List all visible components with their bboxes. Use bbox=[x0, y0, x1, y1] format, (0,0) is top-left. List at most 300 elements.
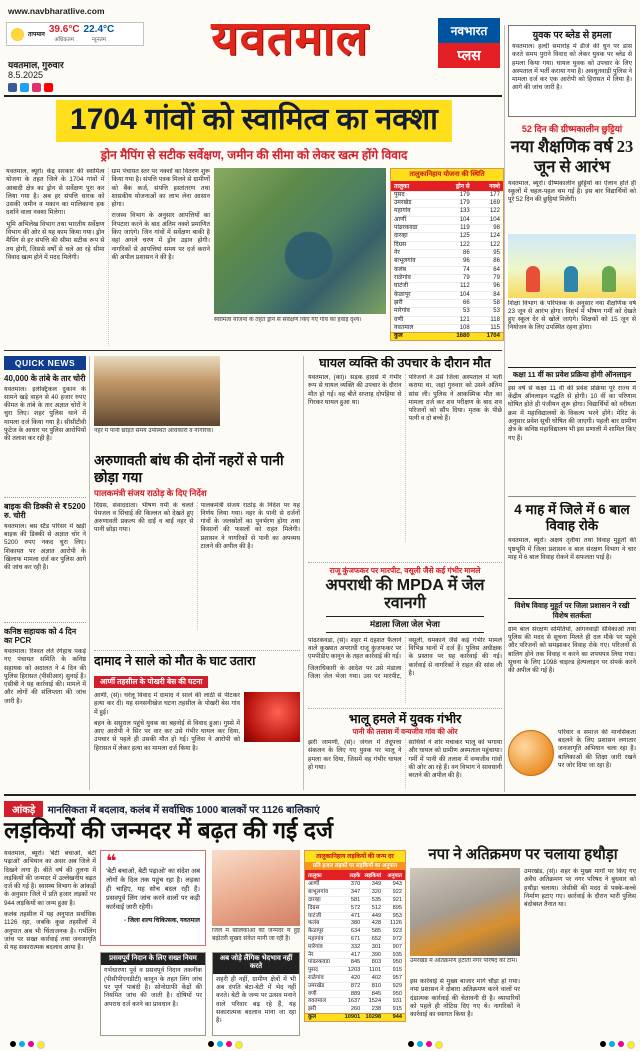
demolition-photo bbox=[410, 868, 520, 956]
mpda-subbox: मंडाला जिला जेल भेजा bbox=[326, 616, 484, 633]
cell-taluka: झरी bbox=[394, 299, 403, 306]
table-row bbox=[391, 191, 503, 199]
table-row bbox=[305, 974, 405, 982]
school-headline: नया शैक्षणिक वर्ष 23 जून से आरंभ bbox=[510, 137, 634, 176]
mpda-paragraph: पांढरकवडा, (सं)। शहर में दहशत फैलाने वाले कुख्यात अपराधी राजू कुंजफकर पर एमपीडीए कानून के तहत कार्रवाई की गई। bbox=[308, 636, 402, 661]
yellow-dot bbox=[627, 1041, 635, 1049]
magenta-dot bbox=[426, 1041, 432, 1047]
stats-kicker: मानसिकता में बदलाव, कलंब में सर्वाधिक 1000 बालकों पर 1126 बालिकाएं bbox=[47, 805, 320, 816]
officials-group-photo bbox=[94, 356, 220, 426]
print-registration-marks bbox=[208, 1041, 243, 1049]
cell-taluka: यवतमाल bbox=[394, 324, 414, 331]
mpda-body bbox=[308, 637, 502, 704]
cell-girls: 803 bbox=[371, 959, 382, 966]
cell-boys: 260 bbox=[350, 1006, 361, 1013]
cell-boys: 380 bbox=[350, 920, 361, 927]
story-divider bbox=[508, 496, 636, 497]
no-bias-box-body: शहरी ही नहीं, ग्रामीण क्षेत्रों में भी अब दंपति बेटा-बेटी में भेद नहीं करते। बेटी के जन्म पर उत्सव मनाने वाले परिवार बढ़ रहे हैं, यह सकारात्मक बदलाव माना जा रहा है। bbox=[216, 975, 296, 1025]
cell-taluka: पुसद bbox=[394, 191, 405, 198]
school-subhead: कक्षा 11 वीं का प्रवेश प्रक्रिया होगी ऑनलाइन bbox=[508, 367, 636, 382]
cell-ratio: 915 bbox=[392, 1006, 402, 1013]
cell-boys: 671 bbox=[350, 935, 361, 942]
cell-boys: 417 bbox=[350, 951, 361, 958]
scheme-status-table bbox=[390, 168, 504, 341]
black-dot bbox=[600, 1041, 606, 1047]
table-row bbox=[305, 990, 405, 998]
edition-date: 8.5.2025 bbox=[8, 70, 44, 80]
lead-paragraph: राजस्व विभाग के अनुसार आपत्तियों का निपटारा करने के बाद अंतिम नक्शे प्रमाणित किए जाएंगे। जिन गांवों में सर्वेक्षण बाकी है वहां अगले चरण में ड्रोन उड़ान होगी। नागरिकों से आपत्तियां समय पर दर्ज कराने की अपील प्रशासन ने की है। bbox=[111, 212, 210, 261]
cell-boys: 1637 bbox=[347, 998, 361, 1005]
cell-taluka: केळापूर bbox=[308, 928, 324, 935]
cell-maps: 84 bbox=[493, 291, 500, 298]
cell-ratio: 923 bbox=[392, 928, 402, 935]
item-divider bbox=[4, 497, 86, 498]
cell-boys: 332 bbox=[350, 943, 361, 950]
stats-headline: लड़कियों की जन्मदर में बढ़त की गई दर्ज bbox=[4, 817, 334, 843]
cell-maps: 169 bbox=[489, 200, 500, 207]
group-photo-caption: नहर में पानी छोड़ते समय उपस्थित अधिकारी व नागरिक। bbox=[94, 428, 214, 434]
table-row bbox=[391, 224, 503, 232]
cell-ratio: 895 bbox=[392, 904, 402, 911]
table-row bbox=[391, 274, 503, 282]
school-kids-illustration bbox=[508, 234, 636, 298]
table-row bbox=[391, 232, 503, 240]
quick-news-column bbox=[4, 356, 86, 790]
scheme-table-title: तालुकानिहाय योजना की स्थिति bbox=[391, 169, 503, 181]
kid-figure bbox=[602, 266, 616, 292]
lead-paragraph: ग्राम पंचायत स्तर पर नक्शों का वितरण शुरू किया गया है। संपत्ति पत्रक मिलने से ग्रामीणों को बैंक कर्ज, संपत्ति हस्तांतरण तथा शासकीय योजनाओं का लाभ लेना आसान होगा। bbox=[111, 168, 210, 209]
cell-boys: 634 bbox=[350, 928, 361, 935]
cell-drone: 133 bbox=[459, 208, 470, 215]
cell-taluka: बाभूलगांव bbox=[308, 889, 329, 896]
bhalu-story bbox=[308, 712, 502, 790]
cell-maps: 115 bbox=[490, 324, 500, 331]
bhalu-subhead: पानी की तलाश में वन्यजीव गांव की ओर bbox=[352, 727, 458, 736]
cell-maps: 95 bbox=[493, 250, 500, 256]
quick-item-body: यवतमाल। रिश्वत लेते रंगेहाथ पकड़े गए पंचायत समिति के कनिष्ठ सहायक को अदालत ने 4 दिन की पुलिस हिरासत (पीसीआर) सुनाई है। एसीबी ने यह कार्रवाई की। मामले में और लोगों की संलिप्तता की जांच जारी है। bbox=[4, 647, 86, 705]
story-divider bbox=[308, 562, 502, 563]
rules-box-title: प्रसवपूर्व निदान के लिए सख्त नियम bbox=[101, 953, 205, 965]
stats-body-column bbox=[4, 850, 96, 1034]
cell-ratio: 907 bbox=[392, 943, 402, 950]
cell-girls: 449 bbox=[371, 912, 382, 919]
instagram-icon bbox=[32, 83, 41, 92]
cell-drone: 179 bbox=[459, 200, 470, 207]
story-divider bbox=[308, 708, 502, 709]
bhalu-paragraph: साथियों ने शोर मचाकर भालू को भगाया और घायल को ग्रामीण अस्पताल पहुंचाया। गर्मी में पानी की तलाश में वन्यजीव गांवों की ओर आ रहे हैं। वन विभाग ने सावधानी बरतने की अपील की है। bbox=[408, 739, 502, 780]
cell-ratio: 921 bbox=[392, 896, 402, 903]
table-row bbox=[391, 266, 503, 274]
school-story bbox=[508, 122, 636, 492]
quick-item-title: 40,000 के तांबे के तार चोरी bbox=[4, 374, 86, 383]
table-row bbox=[305, 997, 405, 1005]
kid-figure bbox=[564, 266, 578, 292]
column-header: नक्शे bbox=[489, 183, 500, 190]
bottom-section-rule bbox=[4, 794, 636, 796]
cell-boys: 581 bbox=[350, 896, 361, 903]
napa-body-1: उमरखेड, (सं)। शहर के मुख्य मार्गों पर किए गए अवैध अतिक्रमण पर नगर परिषद ने बुधवार को हथौड़ा चलाया। जेसीबी की मदद से पक्के-कच्चे निर्माण हटाए गए। कार्रवाई के दौरान भारी पुलिस बंदोबस्त तैनात था। bbox=[524, 868, 636, 909]
cell-taluka: कलंब bbox=[308, 920, 320, 927]
right-column-rule bbox=[504, 25, 505, 792]
pull-quote-box bbox=[100, 850, 206, 946]
table-row bbox=[305, 1005, 405, 1013]
cell-taluka: राळेगांव bbox=[308, 975, 324, 982]
cell-taluka: मारेगांव bbox=[394, 308, 410, 315]
facebook-icon bbox=[8, 83, 17, 92]
cell-drone: 121 bbox=[459, 316, 470, 323]
birth-table-rows bbox=[305, 880, 405, 1013]
cell-girls: 512 bbox=[371, 904, 382, 911]
cell-taluka: आर्णी bbox=[308, 881, 320, 888]
cell-taluka: घाटंजी bbox=[394, 283, 409, 290]
cell-boys: 845 bbox=[350, 959, 361, 966]
cell-taluka: आर्णी bbox=[394, 216, 407, 223]
cell-taluka: बाभूलगांव bbox=[394, 258, 416, 265]
cell-girls: 320 bbox=[371, 889, 382, 896]
table-row bbox=[305, 935, 405, 943]
cell-drone: 108 bbox=[459, 324, 470, 331]
temp-min: 22.4°C bbox=[83, 24, 115, 35]
cyan-dot bbox=[19, 1041, 25, 1047]
bhalu-paragraph: झरी जामणी, (सं)। जंगल में तेंदूपत्ता संकलन के लिए गए युवक पर भालू ने हमला कर दिया, जिसमें वह गंभीर घायल हो गया। bbox=[308, 739, 402, 771]
magenta-dot bbox=[226, 1041, 232, 1047]
cell-girls: 1524 bbox=[368, 998, 382, 1005]
lead-photo-caption: स्वामित्व योजना के तहत ड्रोन से सर्वेक्षण किए गए गांव का हवाई दृश्य। bbox=[214, 317, 362, 323]
no-bias-box-title: अब जोड़े लैंगिक भेदभाव नहीं करते bbox=[213, 953, 299, 974]
cell-ratio: 972 bbox=[392, 935, 402, 942]
lead-story-header bbox=[8, 100, 500, 163]
table-row bbox=[305, 966, 405, 974]
cell-boys: 872 bbox=[350, 982, 361, 989]
cell-girls: 301 bbox=[371, 943, 382, 950]
cell-girls: 652 bbox=[371, 935, 382, 942]
lead-headline: 1704 गांवों को स्वामित्व का नक्शा bbox=[56, 100, 452, 142]
table-row bbox=[305, 982, 405, 990]
scheme-table-total-row bbox=[391, 332, 503, 340]
table-row bbox=[391, 257, 503, 265]
black-dot bbox=[408, 1041, 414, 1047]
ghayal-headline: घायल व्यक्ति की उपचार के दौरान मौत bbox=[319, 356, 491, 370]
quote-attribution: - जिला शल्य चिकित्सक, यवतमाल bbox=[124, 916, 200, 924]
cell-drone: 104 bbox=[459, 291, 470, 298]
edition-line: यवतमाल, गुरुवार bbox=[8, 60, 64, 70]
cell-taluka: पुसद bbox=[308, 967, 318, 974]
cell-maps: 96 bbox=[493, 283, 500, 290]
cell-taluka: दारव्हा bbox=[308, 896, 321, 903]
total-label: कुल bbox=[308, 1014, 317, 1021]
cell-drone: 66 bbox=[463, 299, 470, 306]
cell-taluka: नेर bbox=[308, 951, 314, 958]
cell-maps: 86 bbox=[493, 258, 500, 265]
cell-taluka: दिग्रस bbox=[308, 904, 320, 911]
cell-maps: 64 bbox=[493, 266, 500, 273]
cell-girls: 428 bbox=[371, 920, 382, 927]
table-row bbox=[391, 316, 503, 324]
table-row bbox=[305, 912, 405, 920]
table-row bbox=[391, 249, 503, 257]
yellow-dot bbox=[235, 1041, 243, 1049]
rules-box bbox=[100, 952, 206, 1036]
column-header: तालुका bbox=[308, 873, 322, 880]
item-divider bbox=[4, 622, 86, 623]
school-kicker: 52 दिन की ग्रीष्मकालीन छुट्टियां bbox=[521, 124, 623, 134]
cell-girls: 585 bbox=[371, 928, 382, 935]
table-row bbox=[305, 880, 405, 888]
cell-girls: 535 bbox=[371, 896, 382, 903]
blade-attack-box bbox=[508, 25, 636, 117]
cell-boys: 420 bbox=[350, 975, 361, 982]
aruna-story bbox=[94, 452, 300, 648]
total-maps: 1704 bbox=[486, 333, 500, 340]
balvivah-body-2: ग्राम बाल संरक्षण समितियों, आंगनवाड़ी सेविकाओं तथा पुलिस की मदद से सूचना मिलते ही दल मौके पर पहुंचे और परिजनों को समझाकर विवाह रोके गए। परिजनों से बालिग होने तक विवाह न करने का शपथपत्र लिया गया। सूचना के लिए 1098 चाइल्ड हेल्पलाइन पर संपर्क करने की अपील की गई है। bbox=[508, 625, 636, 675]
blade-body: यवतमाल। हल्दी समारोह में डीजे की धुन पर डांस करते समय पुराने विवाद को लेकर युवक पर ब्लेड से हमला किया गया। घायल युवक को उपचार के लिए अस्पताल में भर्ती कराया गया है। अवधूतवाड़ी पुलिस ने मामला दर्ज कर एक आरोपी को हिरासत में लिया है। आगे की जांच जारी है। bbox=[512, 43, 632, 92]
column-header: लड़के bbox=[349, 873, 361, 880]
cell-ratio: 915 bbox=[392, 967, 402, 974]
print-registration-marks bbox=[600, 1041, 635, 1049]
cell-boys: 370 bbox=[350, 881, 361, 888]
no-bias-box bbox=[212, 952, 300, 1036]
cell-boys: 1203 bbox=[347, 967, 361, 974]
cell-taluka: राळेगांव bbox=[394, 274, 411, 281]
twitter-icon bbox=[20, 83, 29, 92]
brand-top: नवभारत bbox=[438, 18, 500, 43]
birth-rate-table bbox=[304, 850, 406, 1022]
aruna-headline: अरुणावती बांध की दोनों नहरों से पानी छोड़ा गया bbox=[94, 452, 284, 485]
ghayal-paragraph: यवतमाल, (का)। सड़क हादसे में गंभीर रूप से घायल व्यक्ति की उपचार के दौरान मौत हो गई। वह बीते सप्ताह दोपहिया से गिरकर घायल हुआ था। bbox=[308, 374, 402, 406]
magenta-dot bbox=[618, 1041, 624, 1047]
birth-table-total-row bbox=[305, 1013, 405, 1021]
cell-girls: 238 bbox=[371, 1006, 382, 1013]
balvivah-headline: 4 माह में जिले में 6 बाल विवाह रोके bbox=[514, 502, 630, 534]
napa-story bbox=[410, 846, 636, 863]
lead-subhead: ड्रोन मैपिंग से सटीक सर्वेक्षण, जमीन की सीमा को लेकर खत्म होंगे विवाद bbox=[100, 147, 408, 162]
cell-maps: 122 bbox=[489, 208, 500, 215]
table-row bbox=[391, 216, 503, 224]
table-row bbox=[305, 896, 405, 904]
damad-story bbox=[94, 654, 300, 790]
black-dot bbox=[208, 1041, 214, 1047]
cell-ratio: 1126 bbox=[389, 920, 402, 927]
print-registration-marks bbox=[408, 1041, 443, 1049]
cell-girls: 845 bbox=[371, 990, 382, 997]
balvivah-story bbox=[508, 502, 636, 790]
cell-drone: 53 bbox=[463, 308, 470, 315]
table-row bbox=[305, 927, 405, 935]
cell-maps: 53 bbox=[493, 308, 500, 315]
column-header: लड़कियां bbox=[364, 873, 382, 880]
balvivah-body-3: परिवार व समाज की मानसिकता बदलने के लिए प्रशासन लगातार जनजागृति अभियान चला रहा है। बालिकाओं की शिक्षा जारी रखने पर जोर दिया जा रहा है। bbox=[558, 728, 636, 770]
cell-taluka: यवतमाल bbox=[308, 998, 327, 1005]
stats-kicker-bar bbox=[4, 800, 504, 818]
temp-min-label: न्यूनतम bbox=[91, 37, 107, 43]
girl-circular-photo bbox=[508, 730, 554, 776]
school-body-2: शिक्षा विभाग के परिपत्रक के अनुसार नया शैक्षणिक वर्ष 23 जून से आरंभ होगा। विदर्भ में भीषण गर्मी को देखते हुए स्कूल देर से खोले जाएंगे। शिक्षकों को 15 जून से नियोजन के लिए उपस्थित रहना होगा। bbox=[508, 299, 636, 332]
column-rule bbox=[89, 356, 90, 790]
damad-subhead: आर्णी तहसील के पोखरी बेस की घटना bbox=[94, 676, 208, 688]
cell-drone: 112 bbox=[460, 283, 470, 290]
mpda-headline: अपराधी की MPDA में जेल रवानगी bbox=[325, 577, 485, 613]
black-dot bbox=[10, 1041, 16, 1047]
table-row bbox=[305, 904, 405, 912]
cell-taluka: महागांव bbox=[308, 935, 324, 942]
cell-ratio: 929 bbox=[392, 982, 402, 989]
quick-news-bar: QUICK NEWS bbox=[4, 356, 86, 370]
cell-drone: 96 bbox=[463, 258, 470, 265]
bhalu-body bbox=[308, 739, 502, 790]
table-row bbox=[305, 888, 405, 896]
story-divider bbox=[94, 650, 300, 651]
cell-taluka: उमरखेड bbox=[308, 982, 325, 989]
aruna-kicker: पालकमंत्री संजय राठोड़ के दिए निर्देश bbox=[94, 487, 207, 498]
total-girls: 10298 bbox=[365, 1014, 382, 1021]
scheme-table-header bbox=[391, 181, 503, 191]
quick-item-title: कनिष्ठ सहायक को 4 दिन का PCR bbox=[4, 626, 77, 646]
aruna-paragraph: पालकमंत्री संजय राठोड़ के निर्देश पर यह निर्णय लिया गया। नहर के पानी से दर्जनों गांवों के जलस्रोतों का पुनर्भरण होगा तथा किसानों की फसलों को राहत मिलेगी। प्रशासन ने नागरिकों से पानी का अपव्यय टालने की अपील की है। bbox=[200, 501, 300, 551]
column-header: तालुका bbox=[394, 183, 410, 190]
school-body-1: यवतमाल, ब्यूरो। ग्रीष्मकालीन छुट्टियों का ऐलान होते ही स्कूलों में चहल-पहल थम गई है। इस बार विद्यार्थियों को पूरे 52 दिन की छुट्टियां मिलेंगी। bbox=[508, 179, 636, 204]
ghayal-story bbox=[308, 356, 502, 558]
cyan-dot bbox=[417, 1041, 423, 1047]
social-icons bbox=[8, 83, 53, 92]
column-header: अनुपात bbox=[387, 873, 402, 880]
column-header: ड्रोन से bbox=[455, 183, 470, 190]
total-ratio: 944 bbox=[392, 1014, 402, 1021]
cell-girls: 1101 bbox=[369, 967, 382, 974]
cell-taluka: पांढरकवडा bbox=[394, 225, 418, 232]
mpda-story bbox=[308, 566, 502, 704]
damad-headline: दामाद ने साले को मौत के घाट उतारा bbox=[94, 654, 256, 668]
crime-graphic bbox=[244, 692, 300, 742]
magenta-dot bbox=[28, 1041, 34, 1047]
cell-ratio: 950 bbox=[392, 990, 402, 997]
table-row bbox=[391, 291, 503, 299]
cell-maps: 177 bbox=[489, 191, 500, 198]
youtube-icon bbox=[44, 83, 53, 92]
quick-item-title: बाइक की डिक्की से ₹5200 रु. चोरी bbox=[4, 501, 86, 521]
column-rule bbox=[303, 356, 304, 790]
cell-taluka: झरी bbox=[308, 1006, 316, 1013]
mpda-paragraph: जिलाधिकारी के आदेश पर उसे मंडाला जिला जेल भेजा गया। उस पर मारपीट, वसूली, धमकाने जैसे कई गंभीर मामले विभिन्न थानों में दर्ज हैं। पुलिस अधीक्षक के प्रस्ताव पर यह कार्रवाई की गई। कार्रवाई से नागरिकों ने राहत की सांस ली है। bbox=[308, 636, 502, 680]
blade-headline: युवक पर ब्लेड से हमला bbox=[532, 30, 612, 41]
cell-drone: 122 bbox=[459, 241, 470, 248]
cell-boys: 889 bbox=[350, 990, 361, 997]
temp-max-label: अधिकतम bbox=[54, 37, 75, 43]
kid-figure bbox=[526, 266, 540, 292]
table-row bbox=[305, 943, 405, 951]
cyan-dot bbox=[609, 1041, 615, 1047]
birth-table-subtitle: प्रति हजार लड़कों पर लड़कियों का अनुपात bbox=[305, 862, 405, 870]
cell-drone: 74 bbox=[463, 266, 470, 273]
aruna-paragraph: दिग्रस, संवाददाता। भीषण गर्मी के चलते पेयजल व सिंचाई की किल्लत को देखते हुए अरुणावती प्रकल्प की दाईं व बाईं नहर से पानी छोड़ा गया। bbox=[94, 501, 194, 534]
table-row bbox=[305, 919, 405, 927]
table-row bbox=[391, 207, 503, 215]
cell-drone: 86 bbox=[463, 250, 470, 256]
cell-drone: 104 bbox=[459, 216, 470, 223]
school-body-3: इस वर्ष से कक्षा 11 वीं की प्रवेश प्रक्रिया पूरे राज्य में केंद्रीय ऑनलाइन पद्धति से होगी। 10 वीं का परिणाम घोषित होते ही पंजीयन शुरू होगा। विद्यार्थियों को वरीयता क्रम में महाविद्यालयों के विकल्प भरने होंगे। मेरिट के अनुसार प्रवेश सूची घोषित की जाएगी। पहली बार ग्रामीण क्षेत्र के कनिष्ठ महाविद्यालय भी इस प्रणाली में शामिल किए गए हैं। bbox=[508, 384, 636, 442]
print-registration-marks bbox=[10, 1041, 45, 1049]
cell-girls: 390 bbox=[371, 951, 382, 958]
cell-ratio: 943 bbox=[392, 881, 402, 888]
table-row bbox=[305, 951, 405, 959]
cell-maps: 122 bbox=[489, 241, 500, 248]
cell-maps: 118 bbox=[490, 316, 500, 323]
rules-box-body: गर्भधारणा पूर्व व प्रसवपूर्व निदान तकनीक (पीसीपीएनडीटी) कानून के तहत लिंग जांच पर पूर्ण पाबंदी है। सोनोग्राफी केंद्रों की नियमित जांच की जाती है। दोषियों पर अपराध दर्ज करने का प्रावधान है। bbox=[104, 967, 202, 1008]
cell-taluka: नेर bbox=[394, 250, 400, 256]
quick-item-body: यवतमाल। इलेक्ट्रिकल दुकान के सामने खड़े वाहन से 40 हजार रुपए कीमत के तांबे के तार अज्ञात चोरों ने चुरा लिए। शहर पुलिस थाने में मामला दर्ज किया गया है। सीसीटीवी फुटेज के आधार पर पुलिस आरोपियों की तलाश कर रही है। bbox=[4, 385, 86, 443]
yellow-dot bbox=[435, 1041, 443, 1049]
table-row bbox=[391, 299, 503, 307]
cell-girls: 349 bbox=[371, 881, 382, 888]
lead-body bbox=[6, 168, 210, 346]
header-rule bbox=[4, 95, 502, 97]
damad-paragraph: आर्णी, (सं)। घरेलू विवाद में दामाद ने साले की लाठी से पीटकर हत्या कर दी। यह सनसनीखेज घटना तहसील के पोखरी बेस गांव में हुई। bbox=[94, 692, 240, 716]
balvivah-body-1: यवतमाल, ब्यूरो। अक्षय तृतीया तथा विवाह मुहूर्तों की पृष्ठभूमि में जिला प्रशासन व बाल संरक्षण विभाग ने चार माह में 6 बाल विवाह रोकने में सफलता पाई है। bbox=[508, 537, 636, 561]
cell-ratio: 950 bbox=[392, 959, 402, 966]
napa-body-2: इस कार्रवाई से मुख्य बाजार मार्ग चौड़ा हो गया। नपा प्रशासन ने दोबारा अतिक्रमण करने वालों पर दंडात्मक कार्रवाई की चेतावनी दी है। व्यापारियों को पहले ही नोटिस दिए गए थे। नागरिकों ने कार्रवाई का स्वागत किया है। bbox=[410, 978, 520, 1019]
temp-max: 39.6°C bbox=[48, 24, 80, 35]
cell-taluka: मारेगांव bbox=[308, 943, 323, 950]
stats-paragraph: कलंब तहसील में यह अनुपात सर्वाधिक 1126 रहा, जबकि कुछ तहसीलों में अनुपात अब भी चिंताजनक है। गर्भलिंग जांच पर सख्त कार्रवाई तथा जनजागृति से यह सकारात्मक बदलाव आया है। bbox=[4, 911, 96, 952]
cell-taluka: महागांव bbox=[394, 208, 411, 215]
scheme-table-rows bbox=[391, 191, 503, 332]
table-row bbox=[391, 199, 503, 207]
lead-paragraph: यवतमाल, ब्यूरो। केंद्र सरकार की स्वामित्व योजना के तहत जिले के 1704 गांवों में आबादी क्षेत्र का ड्रोन से सर्वेक्षण पूरा कर लिया गया है। अब हर संपत्ति धारक को उसकी जमीन व मकान का मालिकाना हक दर्शाने वाला नक्शा मिलेगा। bbox=[6, 168, 105, 217]
cell-maps: 98 bbox=[493, 225, 500, 232]
ghayal-paragraph: परिजनों ने उसे जिला अस्पताल में भर्ती कराया था, जहां गुरुवार को उसने अंतिम सांस ली। पुलिस ने आकस्मिक मौत का मामला दर्ज कर शव परीक्षण के बाद शव परिजनों को सौंप दिया। मृतक के पीछे पत्नी व दो बच्चे हैं। bbox=[408, 374, 502, 423]
mpda-kicker: राजू कुंजफकर पर मारपीट, वसूली जैसे कई गंभीर मामले bbox=[329, 566, 481, 575]
aruna-body bbox=[94, 502, 300, 630]
stats-label: आंकड़े bbox=[4, 801, 43, 817]
cell-drone: 79 bbox=[463, 274, 470, 281]
sun-icon bbox=[11, 28, 24, 41]
table-row bbox=[391, 241, 503, 249]
baby-photo bbox=[212, 850, 300, 926]
total-label: कुल bbox=[394, 333, 403, 340]
section-divider bbox=[4, 350, 502, 351]
damad-body bbox=[94, 692, 240, 756]
cell-drone: 125 bbox=[459, 233, 470, 240]
cell-drone: 179 bbox=[459, 191, 470, 198]
table-row bbox=[391, 324, 503, 332]
table-row bbox=[391, 282, 503, 290]
quote-text: 'बेटी बचाओ, बेटी पढ़ाओ' का संदेश अब लोगों के दिल तक पहुंच रहा है। लड़का ही चाहिए, यह सोच बदल रही है। प्रसवपूर्व लिंग जांच करने वालों पर कड़ी कार्रवाई जारी रहेगी। bbox=[106, 868, 200, 911]
cell-taluka: कलंब bbox=[394, 266, 407, 273]
brand-logo bbox=[438, 18, 500, 68]
damad-paragraph: बहन के ससुराल पहुंचे युवक का बहनोई से विवाद हुआ। गुस्से में आए आरोपी ने सिर पर वार कर उसे गंभीर घायल कर दिया, उपचार से पहले ही उसकी मौत हो गई। पुलिस ने आरोपी को हिरासत में लेकर हत्या का मामला दर्ज किया है। bbox=[94, 719, 240, 752]
cell-maps: 124 bbox=[489, 233, 500, 240]
yellow-dot bbox=[37, 1041, 45, 1049]
weather-widget bbox=[6, 22, 144, 46]
cell-taluka: उमरखेड bbox=[394, 200, 412, 207]
cell-drone: 119 bbox=[460, 225, 470, 232]
website-url: www.navbharatlive.com bbox=[8, 6, 105, 16]
cell-girls: 810 bbox=[371, 982, 382, 989]
total-boys: 10901 bbox=[344, 1014, 361, 1021]
cyan-dot bbox=[217, 1041, 223, 1047]
quote-mark-icon: ❝ bbox=[106, 851, 117, 871]
brand-bottom: प्लस bbox=[438, 43, 500, 68]
total-drone: 1680 bbox=[456, 333, 470, 340]
ghayal-body bbox=[308, 374, 502, 542]
stats-paragraph: यवतमाल, ब्यूरो। 'बेटी बचाओ, बेटी पढ़ाओ' अभियान का असर अब जिले में दिखने लगा है। बीते वर्ष की तुलना में लड़कियों की जन्मदर में उल्लेखनीय बढ़त दर्ज की गई है। स्वास्थ्य विभाग के आंकड़ों के अनुसार जिले में प्रति हजार लड़कों पर 944 लड़कियों का जन्म हुआ है। bbox=[4, 850, 96, 907]
cell-maps: 104 bbox=[489, 216, 500, 223]
cell-taluka: वणी bbox=[308, 990, 317, 997]
temp-label: तापमान bbox=[28, 32, 45, 38]
cell-girls: 402 bbox=[371, 975, 382, 982]
cell-boys: 572 bbox=[350, 904, 361, 911]
cell-ratio: 935 bbox=[392, 951, 402, 958]
birth-table-header bbox=[305, 870, 405, 880]
